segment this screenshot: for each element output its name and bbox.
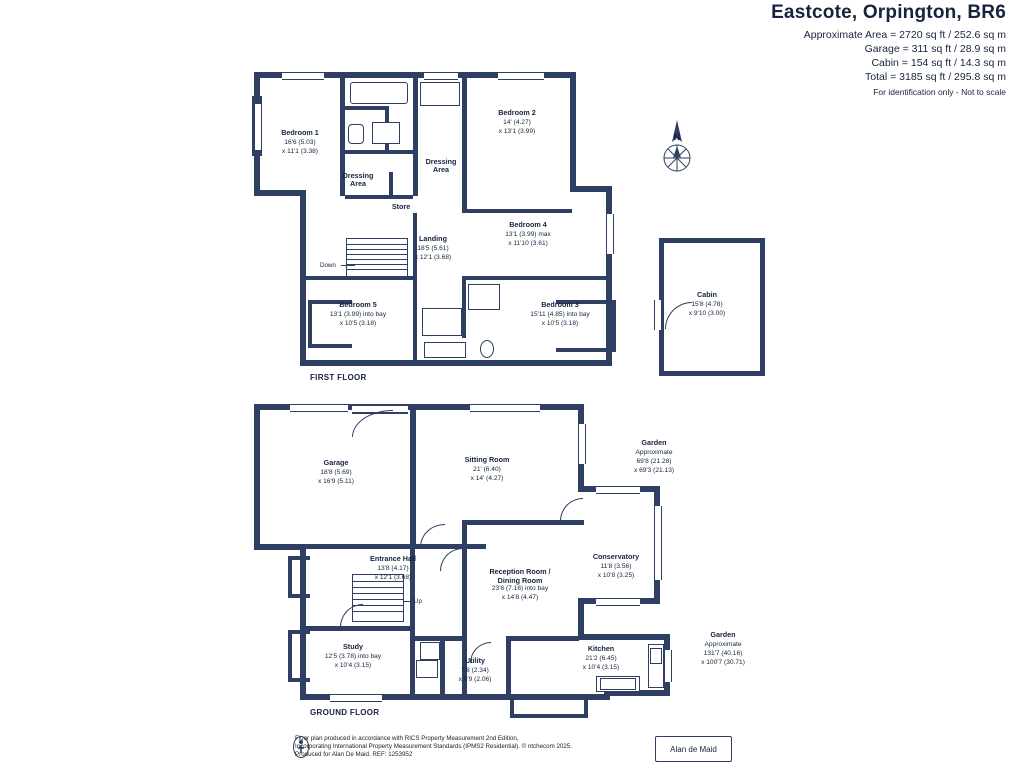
window-gf-4 <box>664 650 672 682</box>
disclaimer-line-3: Produced for Alan De Maid. REF: 1253952 <box>295 751 413 759</box>
kitchen-hob <box>600 678 636 690</box>
disclaimer-line-2: Incorporating International Property Measurement Standards (IPMS2 Residential). © ntchecom 2025. <box>295 743 572 751</box>
wall-ff-right-upper <box>570 72 576 192</box>
garage-door-swing <box>352 410 393 437</box>
room-label-garage: Garage 18'8 (5.69) x 16'9 (5.11) <box>318 458 354 485</box>
stairs-down-label: Down <box>320 262 336 269</box>
door-swing-study <box>340 604 363 627</box>
compass-north-label: N <box>673 132 681 142</box>
utility-counter <box>420 642 440 660</box>
window-ff-4 <box>606 214 614 254</box>
room-label-bedroom-2: Bedroom 2 14' (4.27) x 13'1 (3.99) <box>498 108 536 135</box>
window-gf-1 <box>290 404 348 412</box>
wall-gf-right-kitchen <box>578 598 584 638</box>
window-gf-5 <box>330 694 382 702</box>
room-label-bedroom-3: Bedroom 3 15'11 (4.85) into bay x 10'5 (3.18) <box>530 300 590 327</box>
wall-ff-left-lower <box>300 196 306 366</box>
cabin-door <box>654 300 662 330</box>
wall-gf-int-8 <box>506 636 511 694</box>
wall-ff-int-11 <box>462 276 612 280</box>
window-gf-3 <box>578 424 586 464</box>
door-swing-sitting <box>560 498 583 521</box>
room-label-bedroom-5: Bedroom 5 13'1 (3.99) into bay x 10'5 (3.18) <box>329 300 387 327</box>
area-line-3: Cabin = 154 sq ft / 14.3 sq m <box>871 57 1006 69</box>
stairs-down-arrow <box>341 265 355 266</box>
wall-gf-int-9 <box>511 636 579 641</box>
compass-rose <box>646 118 708 180</box>
conservatory-glass-3 <box>596 598 640 606</box>
garden-label-1: Garden Approximate 69'8 (21.28) x 69'3 (21.13) <box>633 438 675 474</box>
wall-ff-left-jog <box>254 190 306 196</box>
area-line-1: Approximate Area = 2720 sq ft / 252.6 sq m <box>803 29 1006 41</box>
wall-ff-int-2 <box>413 78 418 196</box>
room-label-entrance-hall: Entrance Hall 13'8 (4.17) x 12'1 (3.68) <box>370 554 416 581</box>
conservatory-glass-2 <box>596 486 640 494</box>
room-label-landing: Landing 18'5 (5.61) x 12'1 (3.68) <box>414 234 452 261</box>
window-ff-3 <box>498 72 544 80</box>
wall-ff-int-14 <box>462 276 466 338</box>
room-label-bedroom-4: Bedroom 4 13'1 (3.99) max x 11'10 (3.61) <box>505 220 551 247</box>
wall-ff-int-3 <box>462 78 467 213</box>
shower-fixture-1 <box>420 82 460 106</box>
room-label-store: Store <box>391 202 411 211</box>
room-label-kitchen: Kitchen 21'2 (6.45) x 10'4 (3.15) <box>582 644 620 671</box>
bay-reception <box>510 694 588 718</box>
garden-label-2: Garden Approximate 131'7 (40.16) x 100'7 (30.71) <box>701 630 745 666</box>
wall-gf-int-6 <box>415 636 463 641</box>
brand-logo <box>655 736 732 762</box>
disclaimer-line-1: Floor plan produced in accordance with RICS Property Measurement 2nd Edition, <box>295 735 519 742</box>
wall-gf-left <box>254 404 260 550</box>
wall-gf-garage-right <box>410 410 416 546</box>
window-gf-2 <box>470 404 540 412</box>
area-line-2: Garage = 311 sq ft / 28.9 sq m <box>864 43 1006 55</box>
page-title: Eastcote, Orpington, BR6 <box>771 2 1006 23</box>
wall-gf-kitchen-jog <box>578 634 670 640</box>
brand-name: Alan de Maid <box>670 744 717 754</box>
room-label-sitting-room: Sitting Room 21' (6.40) x 14' (4.27) <box>464 455 510 482</box>
room-label-reception-dining: Reception Room / Dining Room 23'6 (7.16) into bay x 14'8 (4.47) <box>489 567 551 601</box>
window-ff-1 <box>282 72 324 80</box>
plan-header <box>771 0 1006 97</box>
wall-ff-int-10 <box>467 209 572 213</box>
shower-fixture-2 <box>468 284 500 310</box>
wall-gf-left-jog <box>254 544 306 550</box>
door-swing-entrance <box>420 524 445 547</box>
room-label-bedroom-1: Bedroom 1 16'6 (5.03) x 11'1 (3.38) <box>281 128 319 155</box>
wall-ff-right-jog <box>570 186 612 192</box>
wall-ff-int-12 <box>413 276 417 366</box>
ground-floor-label: GROUND FLOOR <box>310 708 380 717</box>
study-fireplace <box>416 660 438 678</box>
bay-entrance <box>288 556 310 598</box>
wall-ff-int-4 <box>345 150 413 154</box>
room-label-dressing-area-1: Dressing Area <box>342 171 374 188</box>
bath-fixture-2 <box>422 308 462 336</box>
window-ff-2 <box>424 72 458 80</box>
wall-ff-int-9 <box>345 195 391 199</box>
kitchen-sink <box>650 648 662 664</box>
room-label-utility: Utility 7'8 (2.34) x 6'9 (2.06) <box>458 656 492 683</box>
room-label-dressing-area-2: Dressing Area <box>425 157 457 174</box>
room-label-conservatory: Conservatory 11'8 (3.56) x 10'8 (3.25) <box>592 552 640 579</box>
stairs-up-arrow <box>403 601 413 602</box>
first-floor-label: FIRST FLOOR <box>310 373 367 382</box>
wall-ff-int-5 <box>345 106 385 110</box>
identification-note: For identification only - Not to scale <box>873 87 1006 97</box>
wall-ff-bottom <box>300 360 612 366</box>
bath-fixture-1 <box>350 82 408 104</box>
room-label-study: Study 12'5 (3.78) into bay x 10'4 (3.15) <box>324 642 382 669</box>
wc-fixture-2 <box>480 340 494 358</box>
disclaimer-text <box>295 735 572 760</box>
wc-fixture-1 <box>348 124 364 144</box>
basin-fixture-1 <box>372 122 400 144</box>
stairs-up-label: Up <box>414 598 422 605</box>
area-line-4: Total = 3185 sq ft / 295.8 sq m <box>865 71 1006 83</box>
room-label-cabin: Cabin 15'8 (4.78) x 9'10 (3.00) <box>688 290 726 317</box>
basin-fixture-2 <box>424 342 466 358</box>
door-swing-hall-reception <box>440 548 463 571</box>
